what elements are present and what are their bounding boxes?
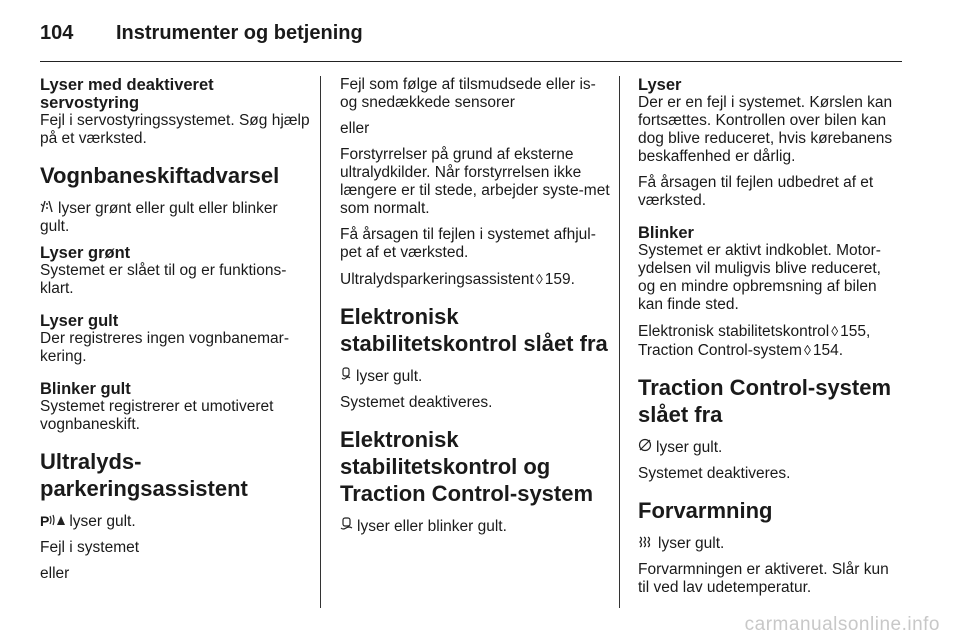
esc-off-heading: Elektronisk stabilitetskontrol slået fra <box>340 304 608 356</box>
parking-assist-fault: Fejl i systemet <box>40 539 140 556</box>
parking-assist-heading: Ultralyds- parkeringsassistent <box>40 449 248 501</box>
flashing-refs: Elektronisk stabilitetskontrol ◊ 155, Traction Control-system ◊ 154. <box>638 323 871 359</box>
preheating-info: Forvarmningen er aktiveret. Slår kun til ved lav udetemperatur. <box>638 561 889 596</box>
yellow-block <box>40 312 310 366</box>
column-divider-1 <box>320 76 321 608</box>
green-block <box>40 244 310 298</box>
esc-tc-heading: Elektronisk stabilitetskontrol og Traction Control-system <box>340 427 594 506</box>
esc-tc-text: lyser eller blinker gult. <box>340 517 610 536</box>
yellow-heading: Lyser gult <box>40 312 119 330</box>
green-heading: Lyser grønt <box>40 244 131 262</box>
parking-assist-or: eller <box>40 565 70 582</box>
esc-icon <box>340 517 353 535</box>
esc-off-text: lyser gult. <box>340 367 610 386</box>
interference-text: Forstyrrelser på grund af eksterne ultralydkilder. Når forstyrrelsen ikke længere er til stede, arbejder syste-met som normalt. <box>340 146 610 217</box>
tc-off-heading: Traction Control-system slået fra <box>638 375 892 427</box>
green-text: Systemet er slået til og er funktions-klart. <box>40 262 287 297</box>
lit-heading: Lyser <box>638 76 682 94</box>
esc-off-icon <box>340 367 352 385</box>
lane-departure-icon <box>40 199 54 217</box>
parking-assist-ref: Ultralydsparkeringsassistent ◊ 159. <box>340 271 575 288</box>
power-steering-text: Fejl i servostyringssystemet. Søg hjælp på et værksted. <box>40 112 310 147</box>
column-divider-2 <box>619 76 620 608</box>
lit-repair: Få årsagen til fejlen udbedret af et værksted. <box>638 174 874 209</box>
flashing-yellow-block <box>40 380 310 434</box>
tc-off-deactivated: Systemet deaktiveres. <box>638 465 791 482</box>
esc-off-deactivated: Systemet deaktiveres. <box>340 394 493 411</box>
flashing-yellow-heading: Blinker gult <box>40 380 131 398</box>
preheating-heading: Forvarmning <box>638 498 773 523</box>
traction-control-off-icon <box>638 438 652 456</box>
page-number: 104 <box>40 22 74 44</box>
lit-block <box>638 76 902 210</box>
preheating-text: lyser gult. <box>638 534 902 553</box>
column-3 <box>638 76 902 605</box>
parking-assist-text: P lyser gult. <box>40 513 136 530</box>
power-steering-block <box>40 76 310 148</box>
repair-text: Få årsagen til fejlen i systemet afhjul-pet af et værksted. <box>340 226 596 261</box>
flashing-heading: Blinker <box>638 224 694 242</box>
power-steering-heading: Lyser med deaktiveret servostyring <box>40 76 214 112</box>
page-ref-icon: ◊ <box>535 271 543 287</box>
parking-sensor-icon: P <box>40 512 65 530</box>
column-2 <box>340 76 610 544</box>
tc-off-text: lyser gult. <box>638 438 902 457</box>
page-ref-icon: ◊ <box>831 323 839 339</box>
yellow-text: Der registreres ingen vognbanemar-kering. <box>40 330 289 365</box>
page-title: Instrumenter og betjening <box>116 22 363 44</box>
sensor-dirt-text: Fejl som følge af tilsmudsede eller is- og snedækkede sensorer <box>340 76 596 111</box>
lit-text: Der er en fejl i systemet. Kørslen kan fortsættes. Kontrollen over bilen kan dog blive reduceret, hvis kørebanens beskaffenhed er dårlig. <box>638 94 893 165</box>
flashing-yellow-text: Systemet registrerer et umotiveret vognbaneskift. <box>40 398 274 433</box>
glow-plug-icon <box>638 534 654 552</box>
page-header <box>40 22 363 45</box>
flashing-text: Systemet er aktivt indkoblet. Motor-ydelsen vil muligvis blive reduceret, og en mindre opbremsning af bilen kan finde sted. <box>638 242 881 313</box>
page-ref-icon: ◊ <box>803 342 811 358</box>
watermark: carmanualsonline.info <box>744 614 940 635</box>
column-1 <box>40 76 310 591</box>
or-text: eller <box>340 120 370 137</box>
lane-departure-text: lyser grønt eller gult eller blinker gult. <box>40 200 278 235</box>
flashing-block <box>638 224 902 360</box>
header-rule <box>40 61 902 62</box>
lane-departure-heading: Vognbaneskiftadvarsel <box>40 163 280 188</box>
